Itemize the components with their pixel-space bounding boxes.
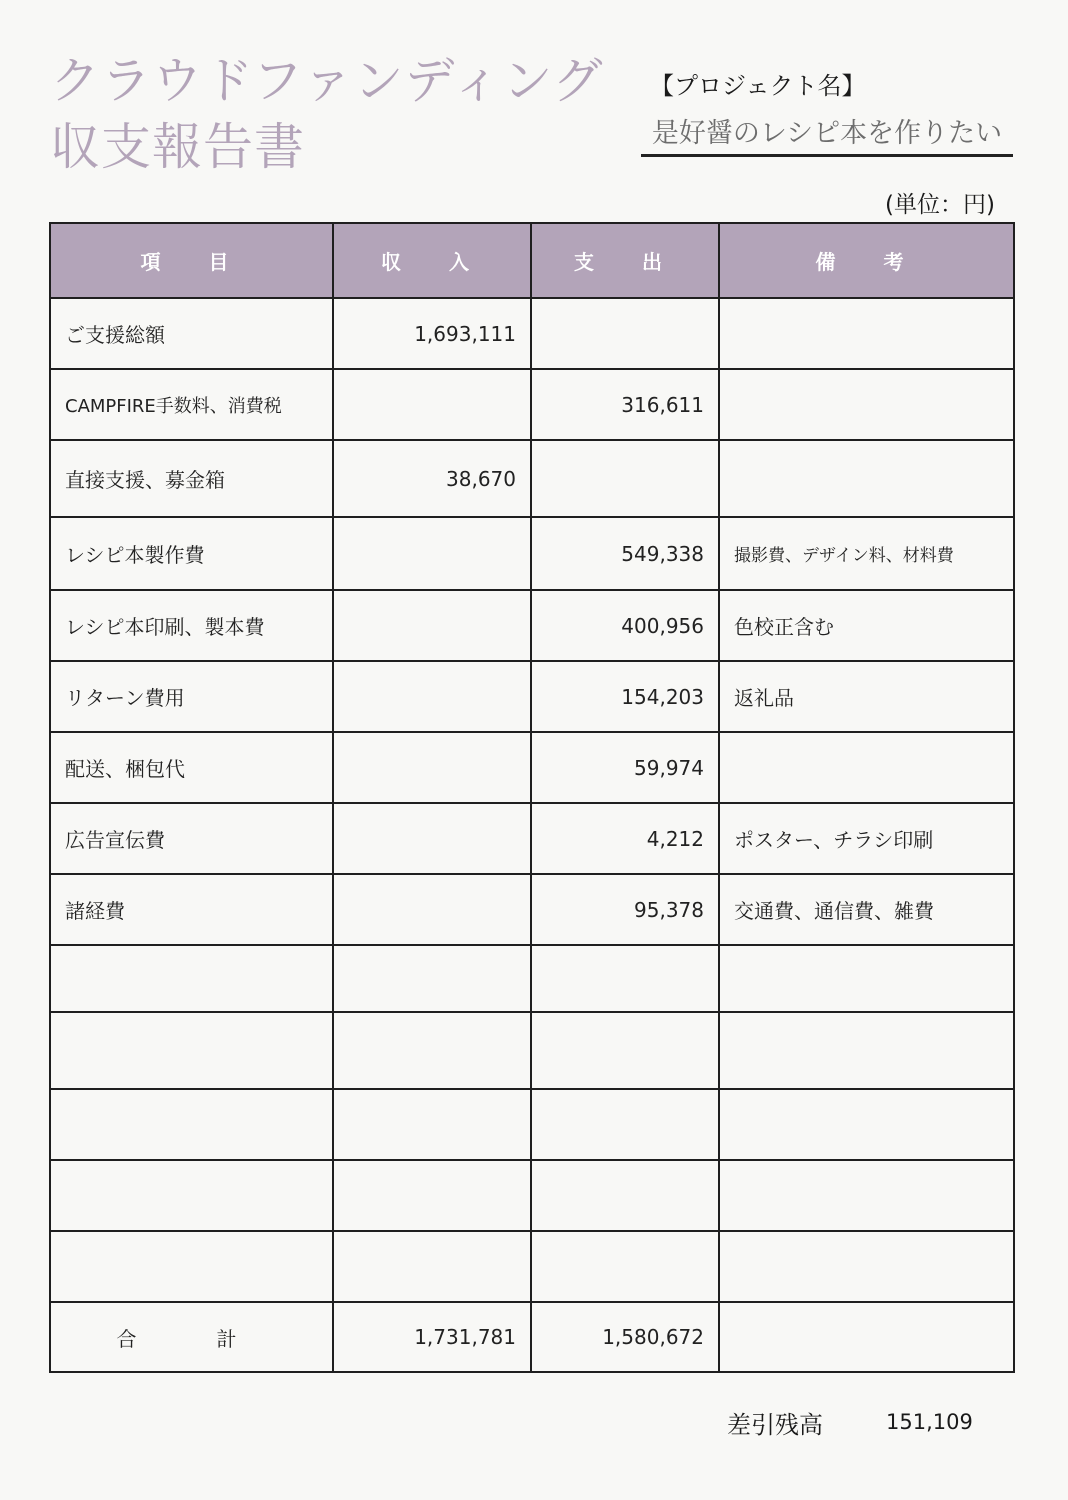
title-line-2: 収支報告書 — [50, 118, 305, 176]
empty-row — [50, 1089, 1014, 1160]
total-income: 1,731,781 — [333, 1302, 531, 1372]
table-row — [50, 590, 1014, 661]
empty-cell — [531, 1089, 719, 1160]
total-label: 合 計 — [50, 1302, 333, 1372]
cell-item: リターン費用 — [50, 661, 333, 732]
cell-expense: 59,974 — [531, 732, 719, 803]
empty-cell — [333, 1089, 531, 1160]
cell-note — [719, 298, 1014, 369]
empty-row — [50, 1231, 1014, 1302]
project-name: 是好醤のレシピ本を作りたい — [641, 114, 1013, 157]
cell-income — [333, 803, 531, 874]
cell-expense — [531, 440, 719, 517]
empty-row — [50, 1012, 1014, 1089]
cell-income — [333, 590, 531, 661]
empty-cell — [719, 1160, 1014, 1231]
empty-cell — [333, 1012, 531, 1089]
cell-item: 配送、梱包代 — [50, 732, 333, 803]
table-row — [50, 874, 1014, 945]
cell-expense: 95,378 — [531, 874, 719, 945]
empty-cell — [333, 945, 531, 1012]
empty-cell — [531, 945, 719, 1012]
cell-note — [719, 440, 1014, 517]
empty-cell — [719, 945, 1014, 1012]
cell-note: 返礼品 — [719, 661, 1014, 732]
project-label: 【プロジェクト名】 — [650, 72, 866, 100]
table-row — [50, 732, 1014, 803]
total-note — [719, 1302, 1014, 1372]
balance-value: 151,109 — [886, 1410, 973, 1434]
cell-note: ポスター、チラシ印刷 — [719, 803, 1014, 874]
cell-income: 38,670 — [333, 440, 531, 517]
cell-note: 色校正含む — [719, 590, 1014, 661]
cell-item: ご支援総額 — [50, 298, 333, 369]
header-note: 備 考 — [719, 223, 1014, 298]
cell-expense: 154,203 — [531, 661, 719, 732]
cell-income — [333, 517, 531, 590]
empty-cell — [50, 1012, 333, 1089]
table-row — [50, 803, 1014, 874]
title-line-1: クラウドファンディング — [50, 52, 604, 110]
cell-item: 諸経費 — [50, 874, 333, 945]
empty-cell — [531, 1012, 719, 1089]
empty-cell — [719, 1089, 1014, 1160]
cell-expense: 316,611 — [531, 369, 719, 440]
empty-row — [50, 1160, 1014, 1231]
table-row — [50, 517, 1014, 590]
table-row — [50, 369, 1014, 440]
empty-cell — [50, 945, 333, 1012]
cell-income — [333, 369, 531, 440]
cell-note — [719, 369, 1014, 440]
empty-cell — [333, 1160, 531, 1231]
cell-note — [719, 732, 1014, 803]
cell-item: 広告宣伝費 — [50, 803, 333, 874]
total-expense: 1,580,672 — [531, 1302, 719, 1372]
cell-income — [333, 661, 531, 732]
cell-expense: 549,338 — [531, 517, 719, 590]
cell-income — [333, 732, 531, 803]
page-title — [50, 48, 604, 180]
cell-item: 直接支援、募金箱 — [50, 440, 333, 517]
table-row — [50, 440, 1014, 517]
empty-cell — [719, 1231, 1014, 1302]
empty-cell — [719, 1012, 1014, 1089]
cell-note: 交通費、通信費、雑費 — [719, 874, 1014, 945]
header-item: 項 目 — [50, 223, 333, 298]
empty-cell — [50, 1231, 333, 1302]
header-income: 収 入 — [333, 223, 531, 298]
cell-item: レシピ本製作費 — [50, 517, 333, 590]
cell-expense: 4,212 — [531, 803, 719, 874]
empty-cell — [531, 1231, 719, 1302]
cell-item: CAMPFIRE手数料、消費税 — [50, 369, 333, 440]
balance-label: 差引残高 — [727, 1411, 823, 1439]
total-row — [50, 1302, 1014, 1372]
cell-expense: 400,956 — [531, 590, 719, 661]
table-row — [50, 661, 1014, 732]
empty-cell — [333, 1231, 531, 1302]
table-row — [50, 298, 1014, 369]
cell-income — [333, 874, 531, 945]
empty-cell — [50, 1160, 333, 1231]
cell-note: 撮影費、デザイン料、材料費 — [719, 517, 1014, 590]
unit-label: (単位：円) — [885, 192, 995, 218]
cell-expense — [531, 298, 719, 369]
table-header-row — [50, 223, 1014, 298]
header-expense: 支 出 — [531, 223, 719, 298]
empty-cell — [50, 1089, 333, 1160]
ledger-table — [49, 222, 1015, 1373]
cell-item: レシピ本印刷、製本費 — [50, 590, 333, 661]
cell-income: 1,693,111 — [333, 298, 531, 369]
empty-row — [50, 945, 1014, 1012]
empty-cell — [531, 1160, 719, 1231]
